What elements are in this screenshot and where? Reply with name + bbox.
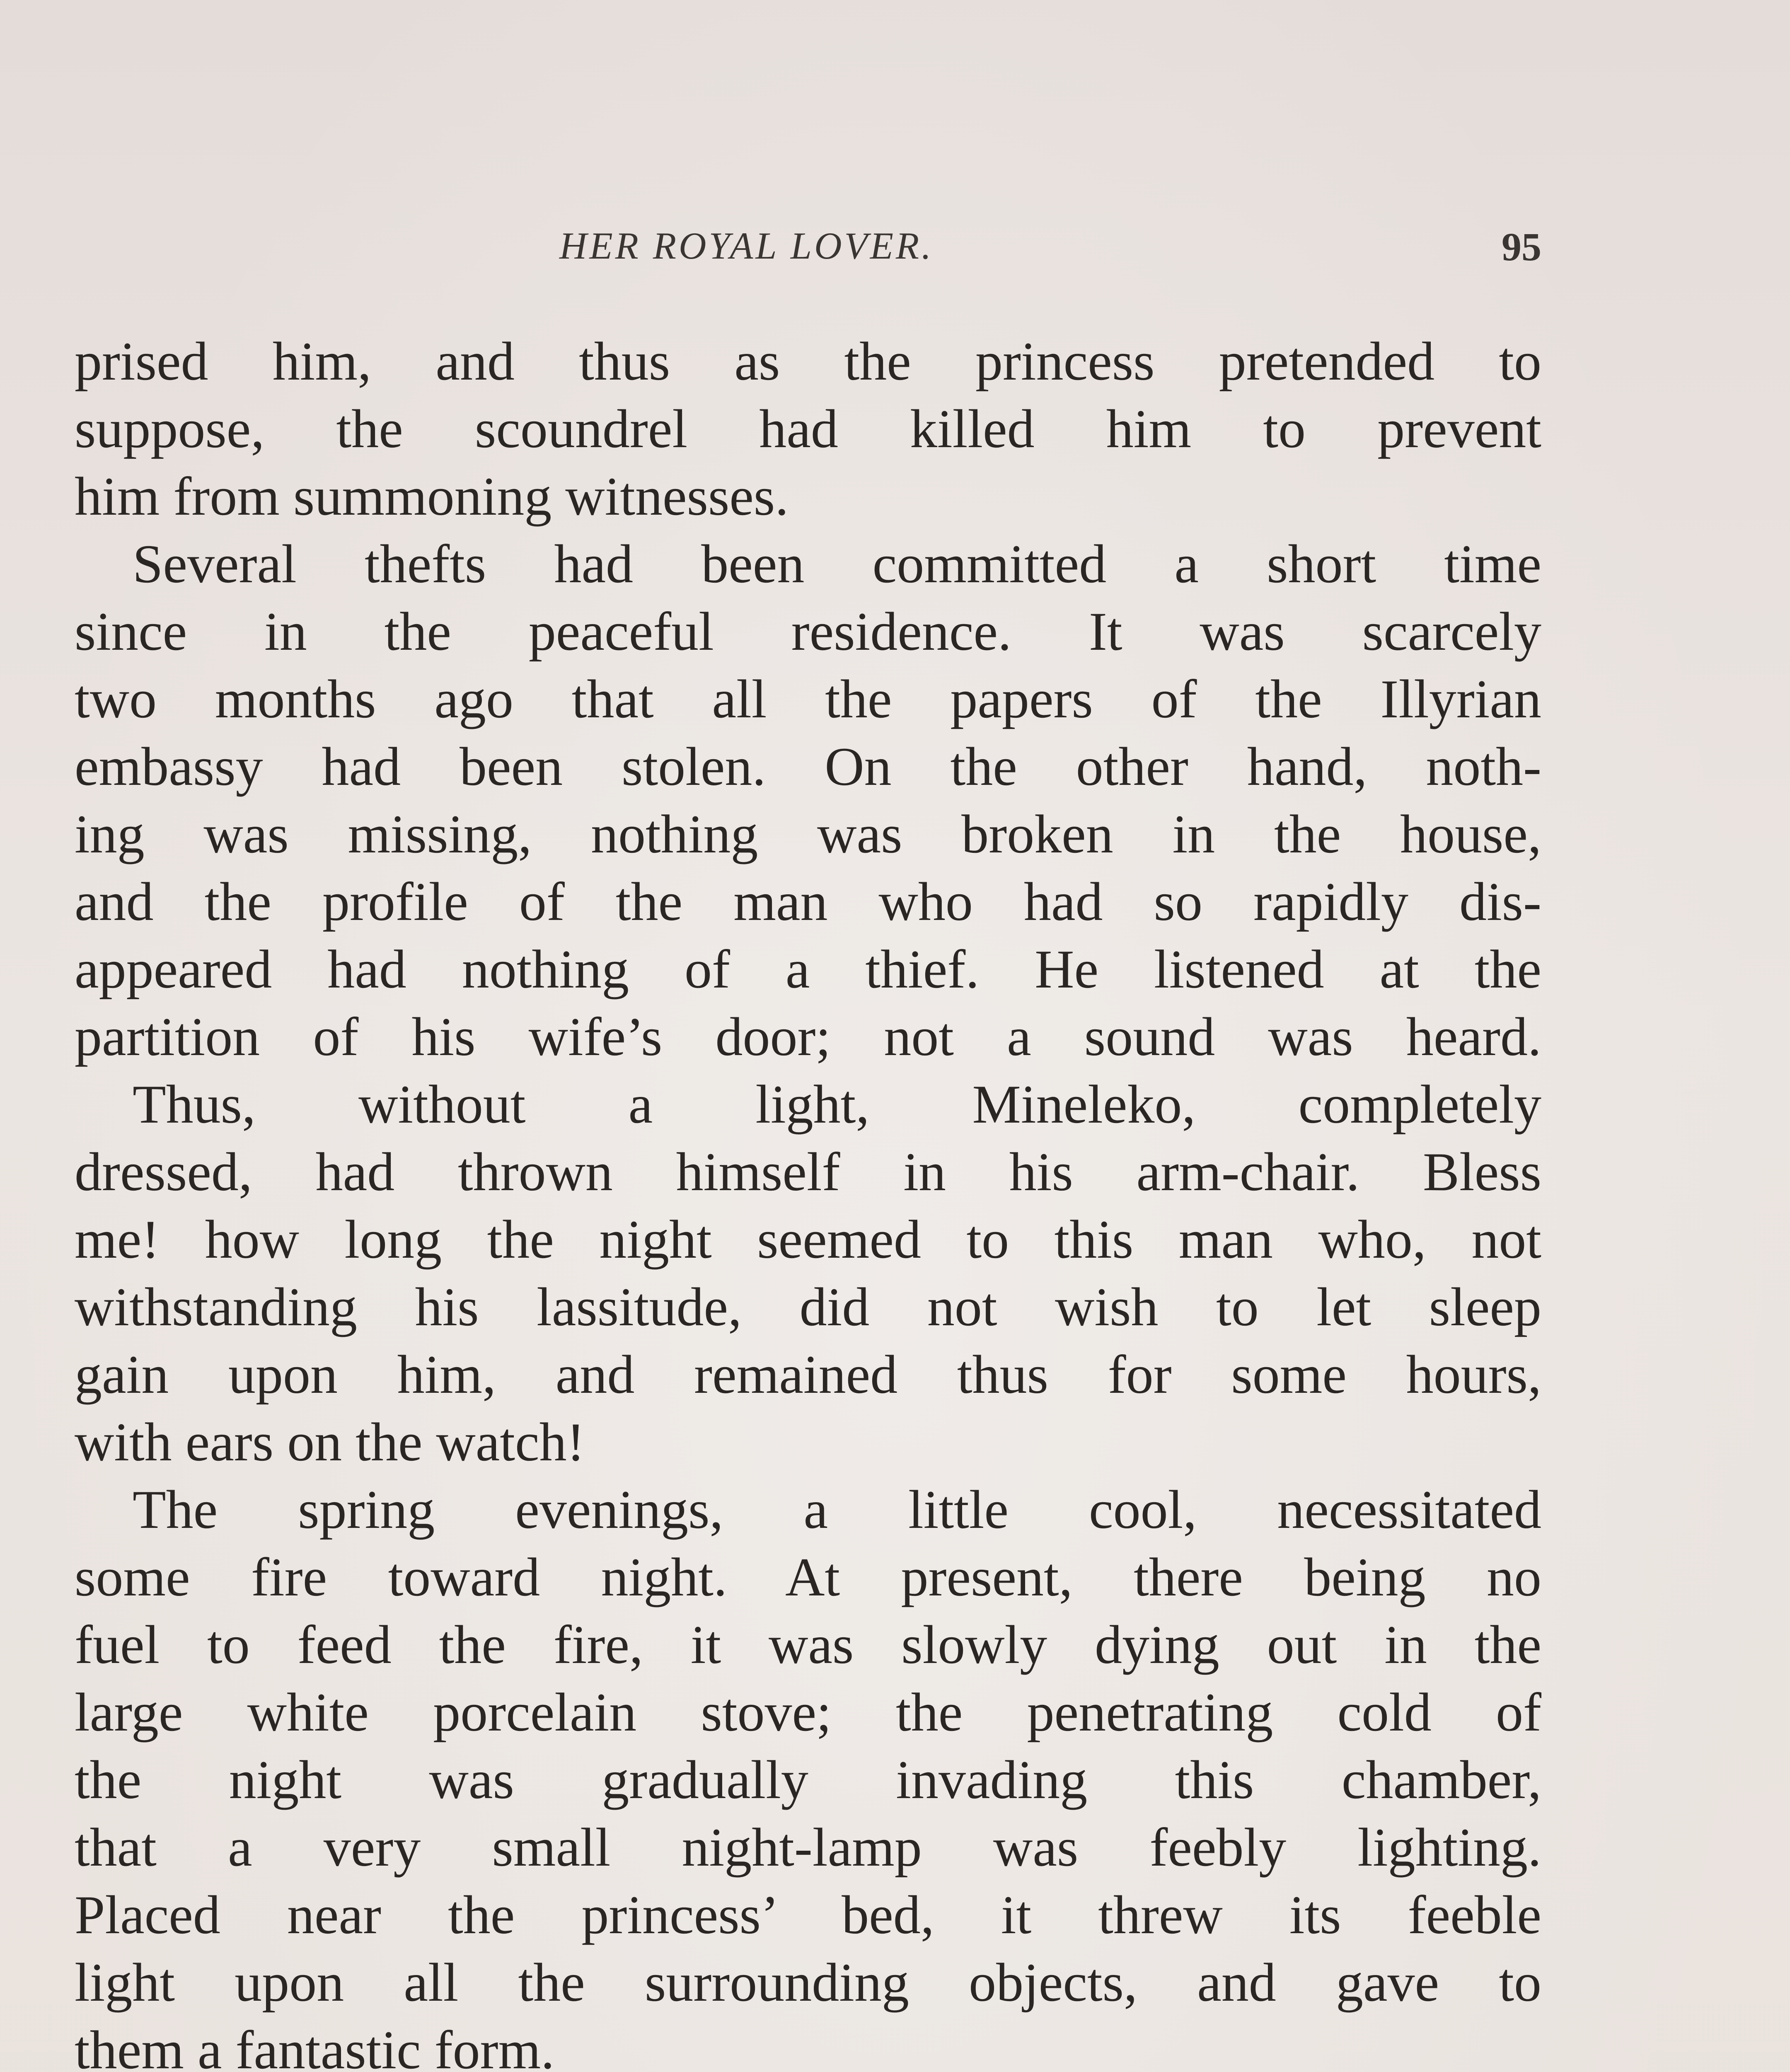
- paragraph-2: [75, 530, 1541, 1070]
- text-line: since in the peaceful residence. It was scarcely: [75, 601, 1541, 662]
- text-line: ing was missing, nothing was broken in the house,: [75, 804, 1541, 864]
- text-line: them a fantastic form.: [75, 2019, 555, 2072]
- text-line: the night was gradually invading this chamber,: [75, 1749, 1541, 1810]
- text-line: gain upon him, and remained thus for some hours,: [75, 1344, 1541, 1405]
- text-line: partition of his wife’s door; not a sound was heard.: [75, 1006, 1541, 1067]
- text-line: light upon all the surrounding objects, and gave to: [75, 1952, 1541, 2013]
- text-line: with ears on the watch!: [75, 1411, 585, 1472]
- text-line: Thus, without a light, Mineleko, completely: [133, 1074, 1541, 1135]
- text-line: appeared had nothing of a thief. He listened at the: [75, 939, 1541, 1000]
- text-line: fuel to feed the fire, it was slowly dying out in the: [75, 1614, 1541, 1675]
- running-title: HER ROYAL LOVER.: [559, 225, 934, 267]
- text-line: withstanding his lassitude, did not wish to let sleep: [75, 1276, 1541, 1337]
- text-line: embassy had been stolen. On the other hand, noth-: [75, 736, 1541, 797]
- text-line: him from summoning witnesses.: [75, 466, 789, 527]
- text-line: two months ago that all the papers of the Illyrian: [75, 668, 1541, 729]
- paragraph-4: [75, 1476, 1541, 2072]
- text-line: and the profile of the man who had so rapidly dis-: [75, 871, 1541, 932]
- running-head: [75, 224, 1541, 286]
- text-line: suppose, the scoundrel had killed him to prevent: [75, 398, 1541, 459]
- text-line: large white porcelain stove; the penetrating cold of: [75, 1682, 1541, 1743]
- text-line: that a very small night-lamp was feebly lighting.: [75, 1817, 1541, 1878]
- text-line: dressed, had thrown himself in his arm-chair. Bless: [75, 1141, 1541, 1202]
- paragraph-3: [75, 1070, 1541, 1476]
- body-text: [75, 327, 1541, 2072]
- text-line: Placed near the princess’ bed, it threw its feeble: [75, 1884, 1541, 1945]
- paragraph-1: [75, 327, 1541, 530]
- text-line: prised him, and thus as the princess pretended to: [75, 331, 1541, 392]
- text-line: The spring evenings, a little cool, necessitated: [133, 1479, 1541, 1540]
- page-number: 95: [1502, 225, 1541, 269]
- text-line: me! how long the night seemed to this man who, not: [75, 1209, 1541, 1270]
- text-line: Several thefts had been committed a short time: [133, 533, 1541, 594]
- text-line: some fire toward night. At present, there being no: [75, 1547, 1541, 1607]
